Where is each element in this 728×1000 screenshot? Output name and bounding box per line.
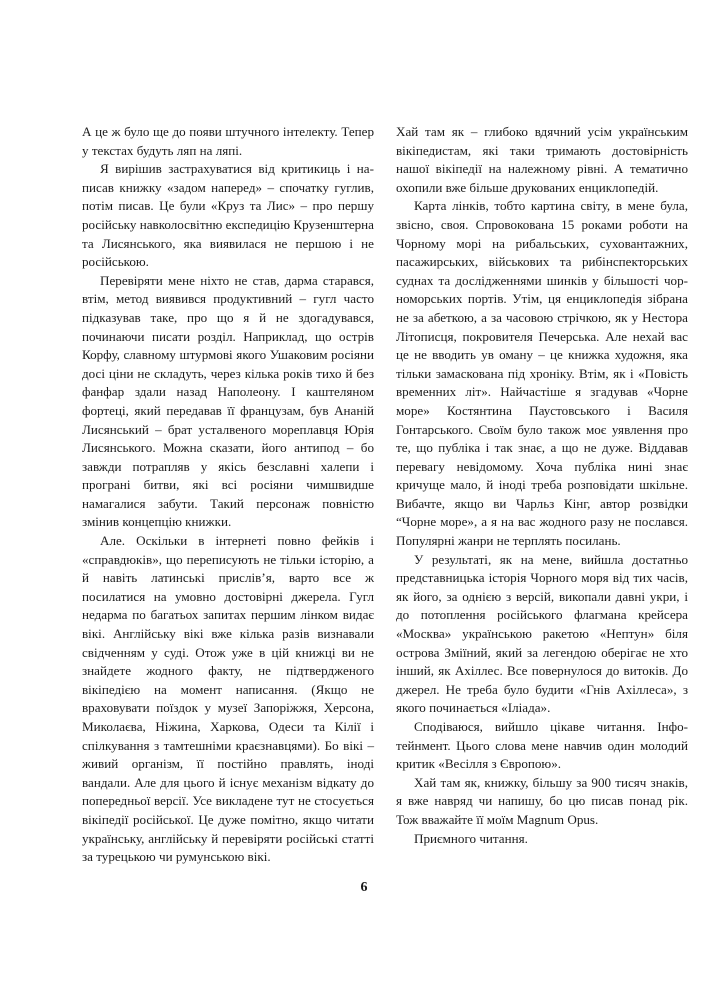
paragraph: Перевіряти мене ніхто не став, дарма старався, втім, метод виявився продуктивний – гугл часто підказував таке, про що я й не здогадувався, починаючи писати розділ. Наприклад, що острів Корфу, славному штурмові якого Ушаковим росіяни досі ціни не складуть, через кілька років тихо й без фанфар здали назад Наполеону. І каштеляном фортеці, який передавав її французам, був Ананій Лисянський – брат усталвеного мореплавця Юрія Лисянського. Можна сказати, його антипод – бо завжди потрапляв у якісь безславні халепи і програні битви, які всі росіяни чимшвидше намагалися забути. Такий персонаж повністю змінив концепцію книжки. [82,272,374,530]
paragraph: Хай там як – глибоко вдячний усім українським вікіпедистам, які таки тримають достовірність нашої вікіпедії на належному рівні. А тематично охопили вже більше друкованих енциклопедій. [396,124,688,195]
page-number: 6 [360,880,368,895]
left-text-column [82,123,374,867]
paragraph: Але. Оскільки в інтернеті повно фейків і «справдюків», що переписують не тільки історію, а й навіть латинські прислів’я, варто все ж посилатися на умовно достовірні джерела. Гугл недарма по багатьох запитах першим лінком видає вікі. Англійську вікі вже кілька разів визнавали свідченням у суді. Отож уже в цій книжці ви не знайдете жодного факту, не підтвердженого вікіпедією на момент написання. (Якщо не враховувати поїздок у музеї Запоріжжя, Херсона, Миколаєва, Ніжина, Харкова, Одеси та Кілії і спілкування з тамтешніми краєзнавцями). Бо вікі – живий організм, її постійно правлять, іноді вандали. Але для цього й існує механізм відкату до попередньої версії. Усе викладене тут не стосується вікіпедії російської. Це дуже помітно, якщо читати українську, англійську й перевіряти російські статті за турецькою чи румунською вікі. [82,533,374,865]
paragraph: У результаті, як на мене, вийшла достатньо представницька історія Чорного моря від тих часів, як його, за однією з версій, викопали давні укри, і до потоплення російського флагмана крейсера «Москва» українською ракетою «Нептун» біля острова Зміїний, який за легендою оберігає не хто інший, як Ахіллес. Все повернулося до витоків. До джерел. Не треба було будити «Гнів Ахіллеса», з якого починається «Іліада». [396,551,688,716]
paragraph: Приємного читання. [414,830,528,846]
right-text-column [396,123,688,848]
paragraph: Сподіваюся, вийшло цікаве читання. Інфотейнмент. Цього слова мене навчив один молодий критик «Весілля з Європою». [396,719,688,772]
paragraph: Я вирішив застрахуватися від критикиць і написав книжку «задом наперед» – спочатку гуглив, потім писав. Це були «Круз та Лис» – про першу російську навколосвітню експедицію Крузенштерна та Лисянського, яка виявилася не першою і не російською. [82,161,374,270]
paragraph: Хай там як, книжку, більшу за 900 тисяч знаків, я вже навряд чи напишу, бо цю писав понад рік. Тож вважайте її моїм Magnum Opus. [396,774,688,827]
paragraph: Карта лінків, тобто картина світу, в мене була, звісно, своя. Спровокована 15 роками роботи на Чорному морі на рибальських, суховантажних, пасажирських, військових та рибінспекторських суднах та дослідженнями шинків у більшості чорноморських портів. Утім, ця енциклопедія зібрана не за абеткою, а за часовою стрічкою, як у Нестора Літописця, покровителя Печерська. Але нехай вас це не вводить ув оману – це книжка художня, яка тільки замаскована під хроніку. Втім, як і «Повість временних літ». Найчастіше я згадував «Чорне море» Костянтина Паустовського і Василя Гонтарського. Своїм було також моє уявлення про те, що публіка і так знає, а що не дуже. Віддавав перевагу невідомому. Хоча публіка нині знає кричуще мало, й іноді треба розповідати шкільне. Вибачте, якщо ви Чарльз Кінг, автор розвідки “Чорне море», а я на вас жодного разу не послався. Популярні жанри не терплять посилань. [396,198,688,549]
paragraph: А це ж було ще до появи штучного інтелекту. Тепер у текстах будуть ляп на ляпі. [82,124,374,158]
